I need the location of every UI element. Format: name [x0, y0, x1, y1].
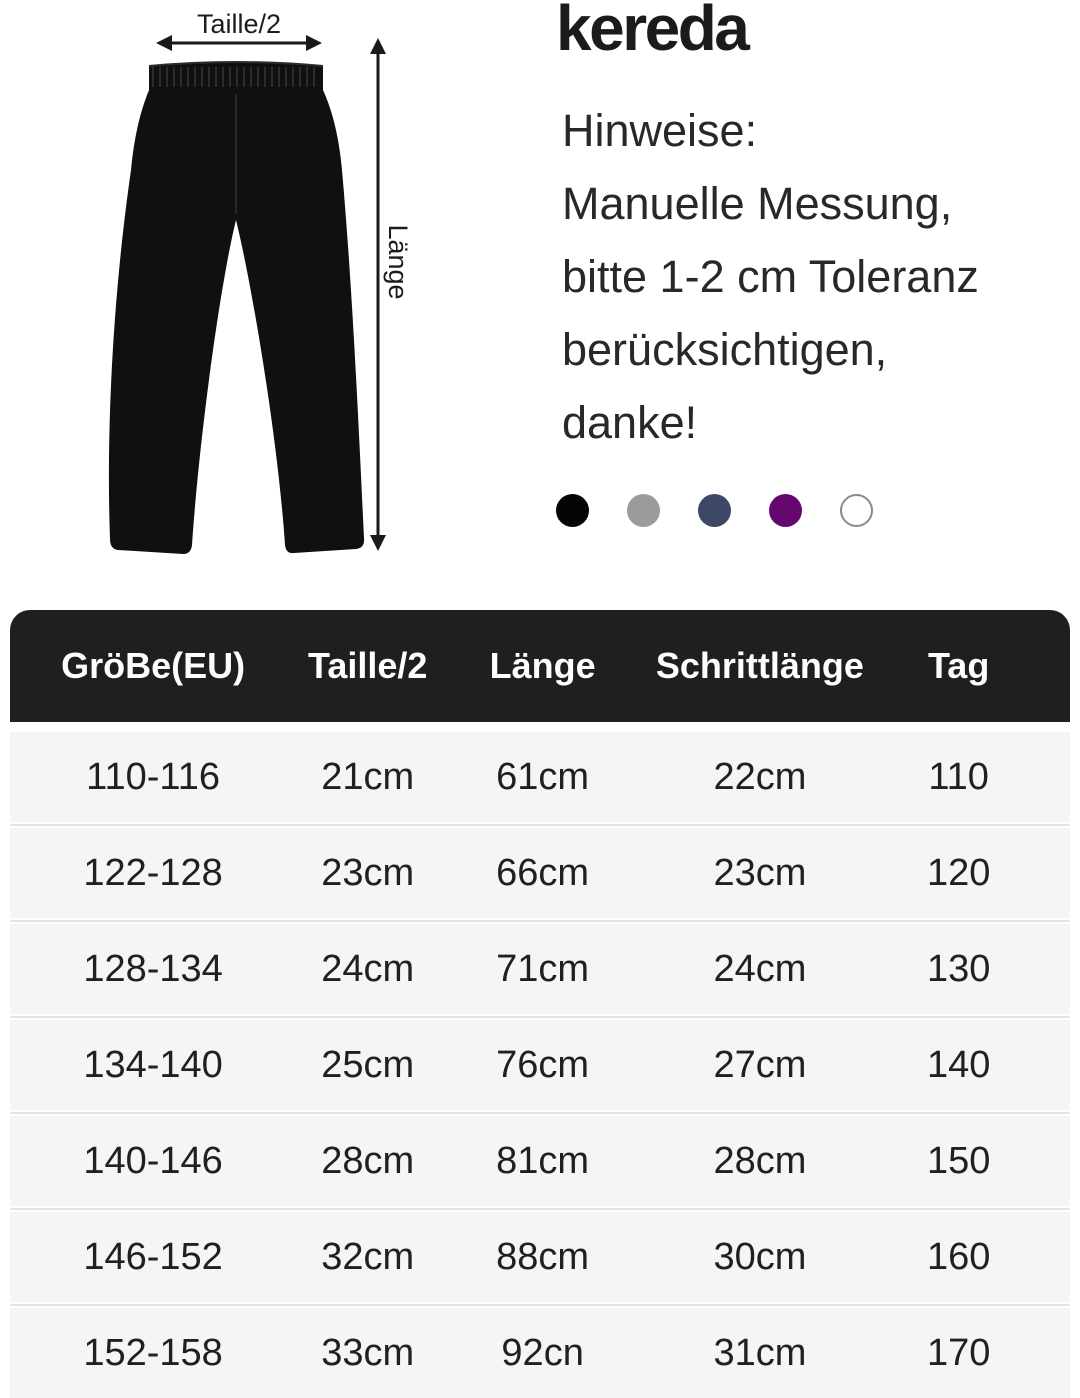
cell-waist: 24cm	[321, 947, 415, 990]
cell-tag: 170	[926, 1331, 991, 1374]
pants-measurement-diagram	[0, 0, 460, 580]
cell-size: 152-158	[83, 1331, 223, 1374]
cell-length: 76cm	[496, 1043, 590, 1086]
color-swatch-purple	[769, 494, 802, 527]
row-divider	[10, 822, 1070, 828]
notes-line: berücksichtigen,	[562, 324, 888, 375]
color-swatch-gray	[627, 494, 660, 527]
cell-inseam: 23cm	[713, 851, 807, 894]
cell-tag: 140	[926, 1043, 991, 1086]
row-divider	[10, 1206, 1070, 1212]
cell-tag: 160	[926, 1235, 991, 1278]
cell-inseam: 24cm	[713, 947, 807, 990]
notes-line: Manuelle Messung,	[562, 178, 953, 229]
cell-inseam: 22cm	[713, 755, 807, 798]
row-divider	[10, 918, 1070, 924]
color-swatch-white	[840, 494, 873, 527]
row-divider	[10, 1110, 1070, 1116]
cell-tag: 110	[928, 755, 989, 798]
table-row	[10, 1308, 1070, 1398]
cell-length: 81cm	[496, 1139, 590, 1182]
cell-waist: 33cm	[321, 1331, 415, 1374]
cell-length: 71cm	[496, 947, 590, 990]
cell-tag: 150	[926, 1139, 991, 1182]
cell-size: 110-116	[86, 755, 220, 798]
column-header-tag: Tag	[927, 645, 990, 686]
notes-line: Hinweise:	[562, 105, 758, 156]
size-table-header	[10, 610, 1070, 722]
color-swatch-navy	[698, 494, 731, 527]
cell-length: 92cn	[501, 1331, 584, 1374]
cell-waist: 32cm	[321, 1235, 415, 1278]
cell-length: 66cm	[496, 851, 590, 894]
column-header-inseam: Schrittlänge	[655, 645, 864, 686]
row-divider	[10, 1302, 1070, 1308]
cell-inseam: 28cm	[713, 1139, 807, 1182]
cell-waist: 28cm	[321, 1139, 415, 1182]
table-row	[10, 828, 1070, 918]
column-header-length: Länge	[489, 645, 596, 686]
table-row	[10, 924, 1070, 1014]
table-row	[10, 1212, 1070, 1302]
cell-size: 140-146	[83, 1139, 223, 1182]
cell-waist: 23cm	[321, 851, 415, 894]
cell-inseam: 31cm	[713, 1331, 807, 1374]
column-header-waist: Taille/2	[308, 645, 428, 686]
cell-waist: 21cm	[321, 755, 415, 798]
notes-line: danke!	[562, 397, 698, 448]
column-header-size: GröBe(EU)	[61, 645, 246, 686]
header-gap	[10, 722, 1070, 732]
cell-size: 134-140	[83, 1043, 223, 1086]
cell-tag: 130	[926, 947, 991, 990]
table-row	[10, 1020, 1070, 1110]
notes-block	[562, 94, 979, 459]
brand-logo: kereda	[556, 0, 748, 64]
cell-inseam: 30cm	[713, 1235, 807, 1278]
cell-waist: 25cm	[321, 1043, 415, 1086]
color-swatch-black	[556, 494, 589, 527]
cell-size: 128-134	[83, 947, 223, 990]
cell-tag: 120	[926, 851, 991, 894]
cell-length: 61cm	[496, 755, 590, 798]
length-arrow-label: Länge	[383, 224, 413, 300]
cell-inseam: 27cm	[713, 1043, 807, 1086]
notes-line: bitte 1-2 cm Toleranz	[562, 251, 979, 302]
cell-size: 146-152	[83, 1235, 223, 1278]
table-row	[10, 732, 1070, 822]
cell-length: 88cm	[496, 1235, 590, 1278]
cell-size: 122-128	[83, 851, 223, 894]
row-divider	[10, 1014, 1070, 1020]
table-row	[10, 1116, 1070, 1206]
color-swatch-row	[556, 494, 873, 527]
size-table	[10, 610, 1070, 1398]
waist-arrow-label: Taille/2	[196, 9, 282, 39]
